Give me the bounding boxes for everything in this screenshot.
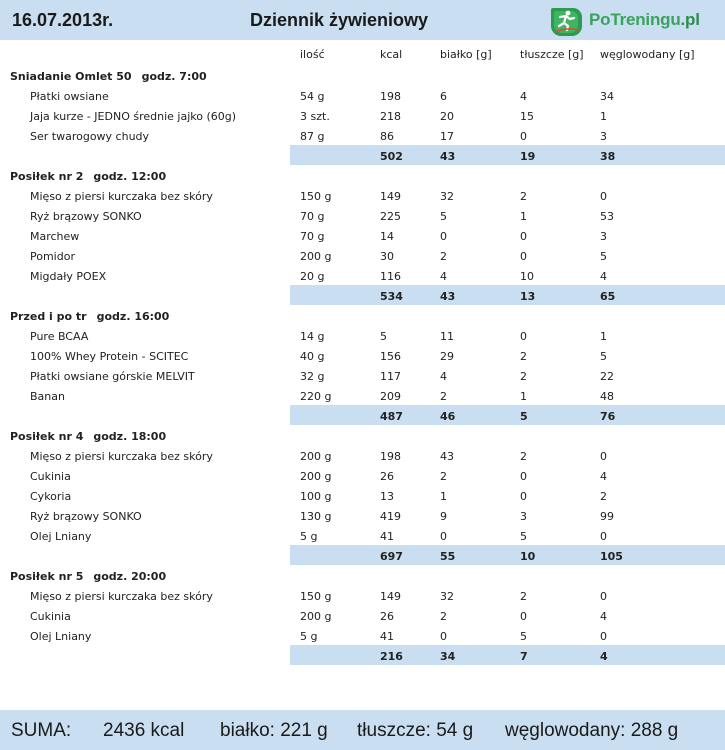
food-kcal: 86: [380, 130, 394, 143]
meal-header: [0, 305, 725, 325]
food-name: 100% Whey Protein - SCITEC: [30, 350, 189, 363]
food-carbs: 3: [600, 230, 607, 243]
meal-header: [0, 165, 725, 185]
meal-title: [10, 570, 166, 583]
food-name: Marchew: [30, 230, 80, 243]
food-carbs: 99: [600, 510, 614, 523]
food-carbs: 5: [600, 350, 607, 363]
food-fat: 4: [520, 90, 527, 103]
food-name: Ryż brązowy SONKO: [30, 510, 142, 523]
food-name: Migdały POEX: [30, 270, 107, 283]
total-fat: 5: [520, 410, 528, 423]
food-qty: 32 g: [300, 370, 325, 383]
food-fat: 2: [520, 450, 527, 463]
food-fat: 0: [520, 470, 527, 483]
food-kcal: 419: [380, 510, 401, 523]
food-name: Mięso z piersi kurczaka bez skóry: [30, 590, 213, 603]
food-kcal: 149: [380, 590, 401, 603]
food-name: Mięso z piersi kurczaka bez skóry: [30, 450, 213, 463]
food-fat: 5: [520, 630, 527, 643]
total-highlight: [290, 405, 725, 425]
total-highlight: [290, 545, 725, 565]
food-kcal: 5: [380, 330, 387, 343]
food-fat: 0: [520, 230, 527, 243]
food-qty: 130 g: [300, 510, 332, 523]
total-fat: 19: [520, 150, 536, 163]
food-name: Ryż brązowy SONKO: [30, 210, 142, 223]
food-protein: 32: [440, 190, 454, 203]
table-row: [0, 585, 725, 605]
food-fat: 0: [520, 130, 527, 143]
table-row: [0, 105, 725, 125]
food-fat: 0: [520, 490, 527, 503]
food-protein: 0: [440, 530, 447, 543]
food-protein: 2: [440, 610, 447, 623]
total-carbs: 4: [600, 650, 608, 663]
food-carbs: 48: [600, 390, 614, 403]
food-protein: 20: [440, 110, 454, 123]
food-fat: 1: [520, 390, 527, 403]
total-fat: 10: [520, 550, 536, 563]
food-protein: 9: [440, 510, 447, 523]
food-carbs: 1: [600, 330, 607, 343]
food-kcal: 26: [380, 610, 394, 623]
table-row: [0, 265, 725, 285]
food-qty: 14 g: [300, 330, 325, 343]
total-carbs: 38: [600, 150, 616, 163]
total-carbs: 105: [600, 550, 623, 563]
diary-date: 16.07.2013r.: [12, 10, 114, 30]
food-carbs: 0: [600, 450, 607, 463]
food-carbs: 0: [600, 530, 607, 543]
food-qty: 200 g: [300, 610, 332, 623]
food-qty: 70 g: [300, 210, 325, 223]
food-carbs: 0: [600, 630, 607, 643]
total-carbs: 76: [600, 410, 616, 423]
table-row: [0, 465, 725, 485]
food-kcal: 225: [380, 210, 401, 223]
table-row: [0, 525, 725, 545]
total-fat: 7: [520, 650, 528, 663]
table-row: [0, 605, 725, 625]
food-name: Cukinia: [30, 470, 71, 483]
food-carbs: 53: [600, 210, 614, 223]
food-fat: 0: [520, 330, 527, 343]
total-protein: 46: [440, 410, 456, 423]
meal-time: godz. 16:00: [96, 310, 170, 323]
food-kcal: 198: [380, 450, 401, 463]
total-kcal: 502: [380, 150, 403, 163]
food-qty: 70 g: [300, 230, 325, 243]
summary-kcal: 2436 kcal: [103, 720, 185, 741]
food-qty: 87 g: [300, 130, 325, 143]
food-protein: 2: [440, 390, 447, 403]
food-qty: 220 g: [300, 390, 332, 403]
table-row: [0, 445, 725, 465]
meal-header: [0, 65, 725, 85]
food-name: Mięso z piersi kurczaka bez skóry: [30, 190, 213, 203]
food-kcal: 116: [380, 270, 401, 283]
table-row: [0, 625, 725, 645]
food-protein: 4: [440, 370, 447, 383]
food-name: Pure BCAA: [30, 330, 89, 343]
meal-total-row: [0, 645, 725, 665]
food-kcal: 149: [380, 190, 401, 203]
summary-carbs: węglowodany: 288 g: [505, 720, 679, 741]
meal-time: godz. 20:00: [93, 570, 167, 583]
total-protein: 34: [440, 650, 456, 663]
total-kcal: 216: [380, 650, 403, 663]
food-name: Banan: [30, 390, 65, 403]
food-qty: 200 g: [300, 450, 332, 463]
food-fat: 2: [520, 590, 527, 603]
food-carbs: 34: [600, 90, 614, 103]
food-carbs: 4: [600, 470, 607, 483]
meal-header: [0, 425, 725, 445]
food-qty: 20 g: [300, 270, 325, 283]
table-row: [0, 205, 725, 225]
food-kcal: 117: [380, 370, 401, 383]
total-highlight: [290, 285, 725, 305]
food-protein: 17: [440, 130, 454, 143]
table-row: [0, 325, 725, 345]
food-protein: 2: [440, 250, 447, 263]
food-protein: 6: [440, 90, 447, 103]
food-qty: 200 g: [300, 470, 332, 483]
meal-header: [0, 565, 725, 585]
food-qty: 40 g: [300, 350, 325, 363]
food-kcal: 13: [380, 490, 394, 503]
meal-total-row: [0, 545, 725, 565]
table-row: [0, 345, 725, 365]
food-protein: 4: [440, 270, 447, 283]
summary-fat: tłuszcze: 54 g: [357, 720, 474, 741]
table-row: [0, 245, 725, 265]
food-qty: 54 g: [300, 90, 325, 103]
food-fat: 5: [520, 530, 527, 543]
food-kcal: 30: [380, 250, 394, 263]
food-protein: 5: [440, 210, 447, 223]
food-qty: 3 szt.: [300, 110, 330, 123]
page-header: [0, 0, 725, 40]
meal-name: Posiłek nr 4: [10, 430, 84, 443]
total-kcal: 534: [380, 290, 403, 303]
total-fat: 13: [520, 290, 536, 303]
total-protein: 55: [440, 550, 456, 563]
food-qty: 5 g: [300, 630, 318, 643]
table-row: [0, 505, 725, 525]
runner-logo-icon: [549, 2, 585, 38]
food-carbs: 2: [600, 490, 607, 503]
food-kcal: 41: [380, 630, 394, 643]
meal-name: Posiłek nr 5: [10, 570, 84, 583]
food-qty: 100 g: [300, 490, 332, 503]
food-carbs: 3: [600, 130, 607, 143]
food-fat: 2: [520, 370, 527, 383]
table-row: [0, 365, 725, 385]
column-header: tłuszcze [g]: [520, 48, 584, 61]
total-highlight: [290, 145, 725, 165]
food-qty: 150 g: [300, 190, 332, 203]
table-row: [0, 225, 725, 245]
total-kcal: 697: [380, 550, 403, 563]
summary-protein: białko: 221 g: [220, 720, 328, 741]
total-carbs: 65: [600, 290, 616, 303]
food-name: Olej Lniany: [30, 630, 92, 643]
site-logo[interactable]: [549, 1, 700, 39]
food-carbs: 1: [600, 110, 607, 123]
food-kcal: 26: [380, 470, 394, 483]
food-carbs: 0: [600, 190, 607, 203]
meal-name: Sniadanie Omlet 50: [10, 70, 132, 83]
column-header: kcal: [380, 48, 403, 61]
food-kcal: 198: [380, 90, 401, 103]
table-row: [0, 125, 725, 145]
meal-total-row: [0, 285, 725, 305]
food-name: Płatki owsiane: [30, 90, 109, 103]
food-carbs: 4: [600, 610, 607, 623]
food-kcal: 209: [380, 390, 401, 403]
food-name: Płatki owsiane górskie MELVIT: [30, 370, 195, 383]
food-fat: 10: [520, 270, 534, 283]
summary-label: SUMA:: [11, 720, 72, 741]
food-protein: 32: [440, 590, 454, 603]
table-row: [0, 185, 725, 205]
column-header: białko [g]: [440, 48, 492, 61]
food-protein: 0: [440, 630, 447, 643]
food-carbs: 0: [600, 590, 607, 603]
food-fat: 3: [520, 510, 527, 523]
daily-summary: [0, 710, 725, 750]
meal-name: Posiłek nr 2: [10, 170, 84, 183]
table-row: [0, 485, 725, 505]
meal-title: [10, 70, 207, 83]
food-name: Cukinia: [30, 610, 71, 623]
food-carbs: 22: [600, 370, 614, 383]
total-highlight: [290, 645, 725, 665]
total-kcal: 487: [380, 410, 403, 423]
meal-title: [10, 310, 169, 323]
food-qty: 200 g: [300, 250, 332, 263]
logo-text: PoTreningu.pl: [589, 10, 700, 29]
food-kcal: 14: [380, 230, 394, 243]
total-protein: 43: [440, 150, 456, 163]
food-kcal: 156: [380, 350, 401, 363]
food-name: Jaja kurze - JEDNO średnie jajko (60g): [30, 110, 237, 123]
column-header: węglowodany [g]: [600, 48, 695, 61]
food-kcal: 218: [380, 110, 401, 123]
food-fat: 0: [520, 610, 527, 623]
total-protein: 43: [440, 290, 456, 303]
food-protein: 43: [440, 450, 454, 463]
food-fat: 1: [520, 210, 527, 223]
food-name: Ser twarogowy chudy: [30, 130, 150, 143]
food-fat: 2: [520, 350, 527, 363]
table-row: [0, 85, 725, 105]
food-fat: 0: [520, 250, 527, 263]
food-name: Olej Lniany: [30, 530, 92, 543]
food-name: Cykoria: [30, 490, 72, 503]
meal-time: godz. 18:00: [93, 430, 167, 443]
food-protein: 2: [440, 470, 447, 483]
food-carbs: 5: [600, 250, 607, 263]
meal-total-row: [0, 405, 725, 425]
food-protein: 11: [440, 330, 454, 343]
food-protein: 0: [440, 230, 447, 243]
meal-name: Przed i po tr: [10, 310, 87, 323]
food-kcal: 41: [380, 530, 394, 543]
food-protein: 29: [440, 350, 454, 363]
meal-time: godz. 7:00: [141, 70, 207, 83]
page-title: Dziennik żywieniowy: [250, 10, 429, 30]
meal-total-row: [0, 145, 725, 165]
meal-title: [10, 170, 166, 183]
food-carbs: 4: [600, 270, 607, 283]
column-header: ilość: [300, 48, 325, 61]
food-protein: 1: [440, 490, 447, 503]
meal-title: [10, 430, 166, 443]
meal-time: godz. 12:00: [93, 170, 167, 183]
table-row: [0, 385, 725, 405]
food-fat: 15: [520, 110, 534, 123]
food-fat: 2: [520, 190, 527, 203]
food-qty: 5 g: [300, 530, 318, 543]
food-name: Pomidor: [30, 250, 75, 263]
food-qty: 150 g: [300, 590, 332, 603]
